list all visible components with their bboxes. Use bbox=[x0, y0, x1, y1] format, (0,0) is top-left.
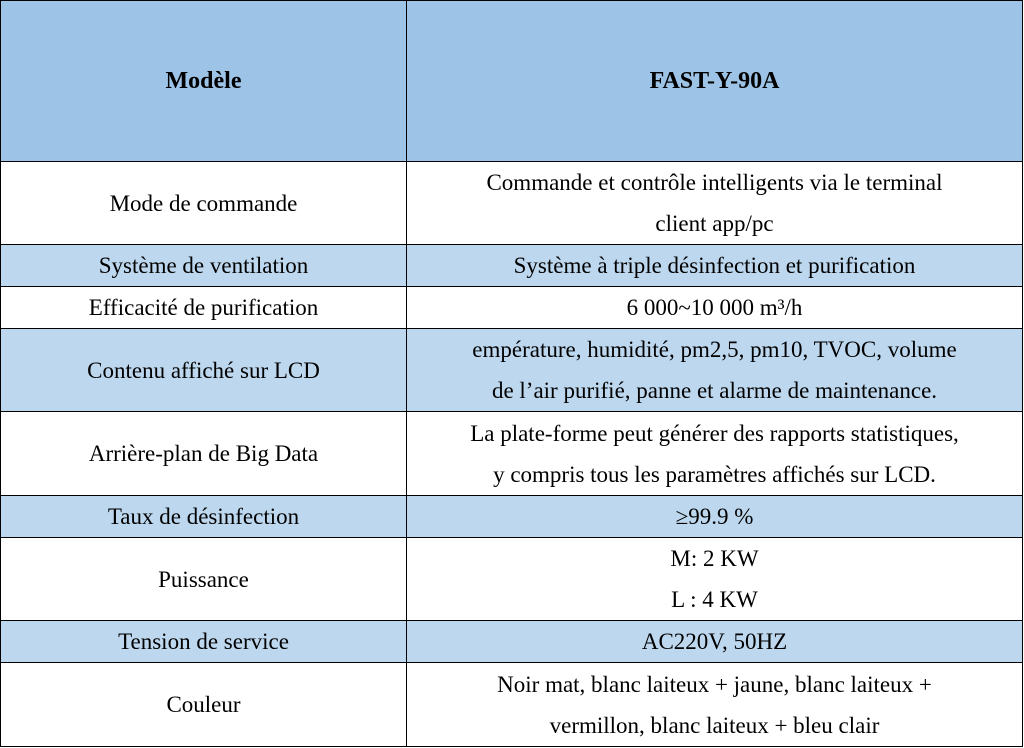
row-value bbox=[407, 538, 1023, 621]
row-value-line: Noir mat, blanc laiteux + jaune, blanc laiteux + bbox=[497, 671, 932, 697]
row-label: Tension de service bbox=[1, 621, 407, 663]
row-value bbox=[407, 287, 1023, 329]
row-value-line: client app/pc bbox=[655, 211, 774, 236]
row-value-line: AC220V, 50HZ bbox=[641, 629, 788, 654]
table-row bbox=[1, 245, 1023, 287]
row-value-line: M: 2 KW bbox=[670, 546, 759, 571]
table-row bbox=[1, 412, 1023, 496]
table-row bbox=[1, 663, 1023, 747]
row-value-line: L : 4 KW bbox=[671, 587, 758, 612]
row-value-line: empérature, humidité, pm2,5, pm10, TVOC, volume bbox=[472, 337, 957, 362]
row-value-line: Système à triple désinfection et purification bbox=[513, 253, 916, 278]
row-value bbox=[407, 329, 1023, 412]
row-value bbox=[407, 245, 1023, 287]
table-row bbox=[1, 287, 1023, 329]
row-label: Mode de commande bbox=[1, 162, 407, 245]
table-row bbox=[1, 621, 1023, 663]
row-label: Contenu affiché sur LCD bbox=[1, 329, 407, 412]
row-value-line: de l’air purifié, panne et alarme de maintenance. bbox=[491, 378, 938, 403]
table-row bbox=[1, 538, 1023, 621]
row-value-line: ≥99.9 % bbox=[675, 504, 754, 529]
row-value bbox=[407, 412, 1023, 496]
table-row bbox=[1, 329, 1023, 412]
row-label: Système de ventilation bbox=[1, 245, 407, 287]
row-label: Taux de désinfection bbox=[1, 496, 407, 538]
row-label: Arrière-plan de Big Data bbox=[1, 412, 407, 496]
table-row bbox=[1, 162, 1023, 245]
row-value bbox=[407, 663, 1023, 747]
row-label: Puissance bbox=[1, 538, 407, 621]
row-value-line: La plate-forme peut générer des rapports statistiques, bbox=[470, 420, 959, 446]
row-value bbox=[407, 621, 1023, 663]
row-value-line: Commande et contrôle intelligents via le terminal bbox=[486, 170, 943, 195]
row-label: Couleur bbox=[1, 663, 407, 747]
header-value-cell: FAST-Y-90A bbox=[407, 1, 1023, 162]
row-value bbox=[407, 162, 1023, 245]
row-label: Efficacité de purification bbox=[1, 287, 407, 329]
table-row bbox=[1, 496, 1023, 538]
row-value-line: 6 000~10 000 m³/h bbox=[626, 295, 803, 320]
row-value bbox=[407, 496, 1023, 538]
row-value-line: y compris tous les paramètres affichés sur LCD. bbox=[493, 461, 936, 487]
row-value-line: vermillon, blanc laiteux + bleu clair bbox=[549, 712, 880, 738]
header-label-cell: Modèle bbox=[1, 1, 407, 162]
table-header-row bbox=[1, 1, 1023, 162]
